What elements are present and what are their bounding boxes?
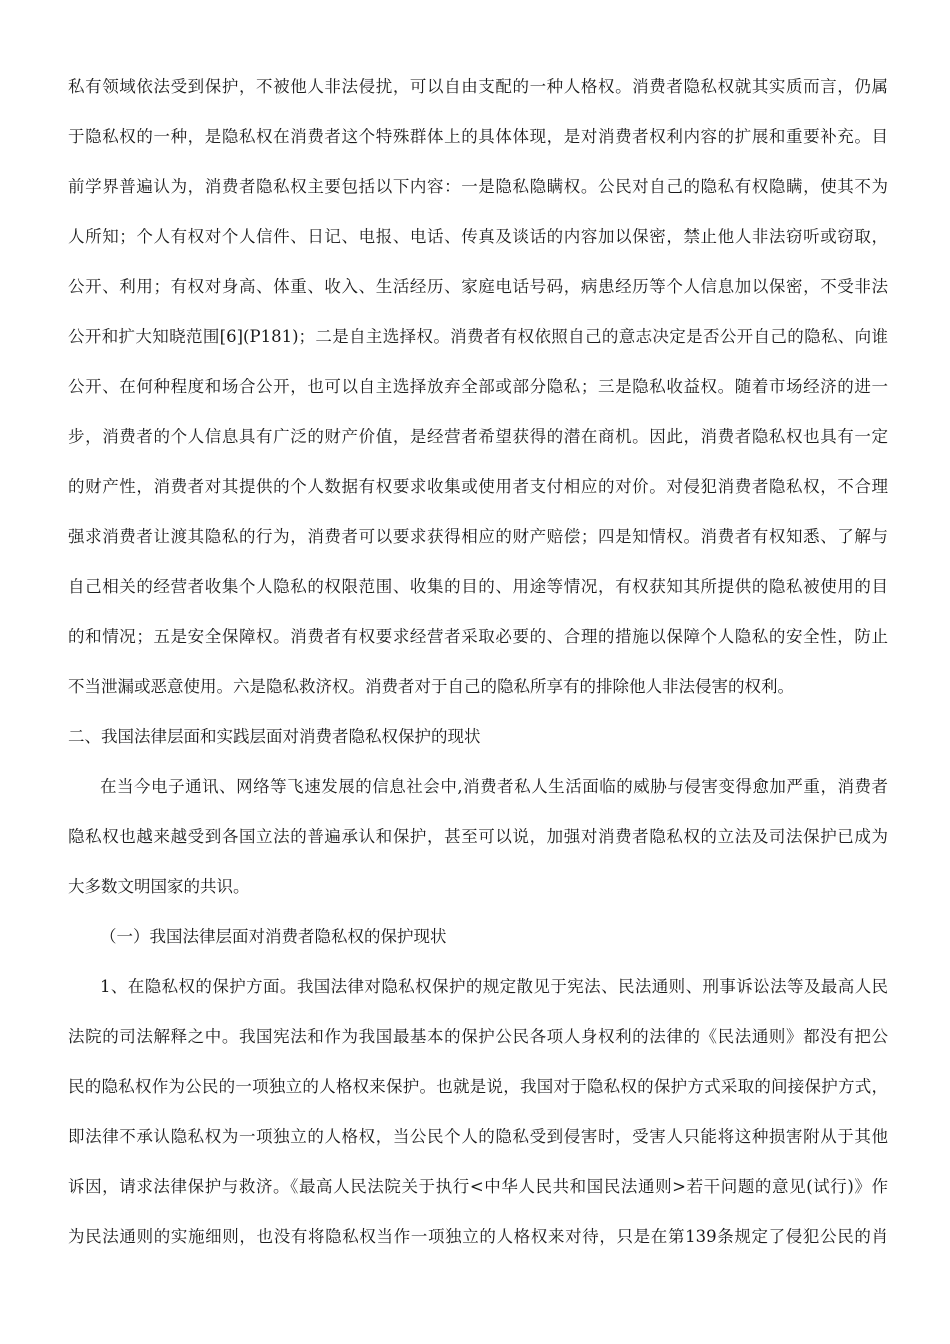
text-line: 于隐私权的一种，是隐私权在消费者这个特殊群体上的具体体现，是对消费者权利内容的扩展和重要补充。目 [68,127,888,146]
text-line: 步，消费者的个人信息具有广泛的财产价值，是经营者希望获得的潜在商机。因此，消费者隐私权也具有一定 [68,427,888,446]
paragraph-first-line: 在当今电子通讯、网络等飞速发展的信息社会中,消费者私人生活面临的威胁与侵害变得愈加严重，消费者 [100,777,888,796]
text-line: 的和情况；五是安全保障权。消费者有权要求经营者采取必要的、合理的措施以保障个人隐私的安全性，防止 [68,627,888,646]
text-line: 即法律不承认隐私权为一项独立的人格权，当公民个人的隐私受到侵害时，受害人只能将这种损害附从于其他 [68,1127,888,1146]
text-line: 公开、利用；有权对身高、体重、收入、生活经历、家庭电话号码，病患经历等个人信息加以保密，不受非法 [68,277,888,296]
text-line: 公开、在何种程度和场合公开，也可以自主选择放弃全部或部分隐私；三是隐私收益权。随着市场经济的进一 [68,377,888,396]
text-line: 自己相关的经营者收集个人隐私的权限范围、收集的目的、用途等情况，有权获知其所提供的隐私被使用的目 [68,577,888,596]
text-line: 诉因，请求法律保护与救济。《最高人民法院关于执行<中华人民共和国民法通则>若干问题的意见(试行)》作 [68,1177,888,1196]
section-heading: 二、我国法律层面和实践层面对消费者隐私权保护的现状 [68,727,481,746]
text-line: 不当泄漏或恶意使用。六是隐私救济权。消费者对于自己的隐私所享有的排除他人非法侵害的权利。 [68,677,794,696]
text-line: 私有领域依法受到保护，不被他人非法侵扰，可以自由支配的一种人格权。消费者隐私权就其实质而言，仍属 [68,77,888,96]
text-line: 公开和扩大知晓范围[6](P181)；二是自主选择权。消费者有权依照自己的意志决定是否公开自己的隐私、向谁 [68,327,888,346]
text-line: 大多数文明国家的共识。 [68,877,250,896]
text-line: 法院的司法解释之中。我国宪法和作为我国最基本的保护公民各项人身权利的法律的《民法通则》都没有把公 [68,1027,888,1046]
text-line: 的财产性，消费者对其提供的个人数据有权要求收集或使用者支付相应的对价。对侵犯消费者隐私权，不合理 [68,477,888,496]
text-line: 民的隐私权作为公民的一项独立的人格权来保护。也就是说，我国对于隐私权的保护方式采取的间接保护方式， [68,1077,888,1096]
text-line: 强求消费者让渡其隐私的行为，消费者可以要求获得相应的财产赔偿；四是知情权。消费者有权知悉、了解与 [68,527,888,546]
text-line: 隐私权也越来越受到各国立法的普遍承认和保护，甚至可以说，加强对消费者隐私权的立法及司法保护已成为 [68,827,888,846]
text-line: 为民法通则的实施细则，也没有将隐私权当作一项独立的人格权来对待，只是在第139条规定了侵犯公民的肖 [68,1227,888,1246]
paragraph-first-line: 1、在隐私权的保护方面。我国法律对隐私权保护的规定散见于宪法、民法通则、刑事诉讼法等及最高人民 [100,977,888,996]
subsection-heading: （一）我国法律层面对消费者隐私权的保护现状 [100,927,447,946]
text-line: 前学界普遍认为，消费者隐私权主要包括以下内容：一是隐私隐瞒权。公民对自己的隐私有权隐瞒，使其不为 [68,177,888,196]
text-line: 人所知；个人有权对个人信件、日记、电报、电话、传真及谈话的内容加以保密，禁止他人非法窃听或窃取， [68,227,888,246]
